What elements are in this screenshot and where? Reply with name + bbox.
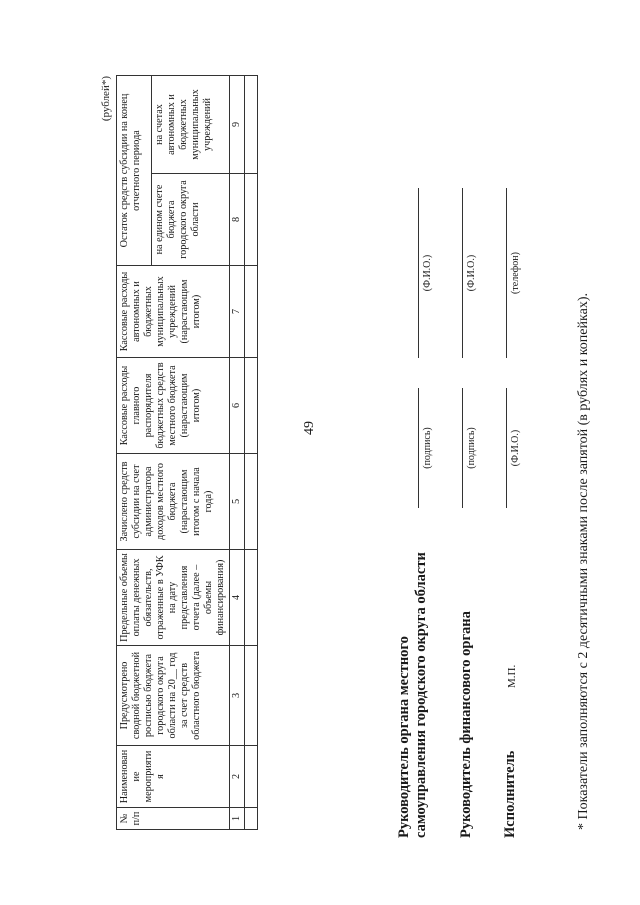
- table-cell[interactable]: [245, 174, 258, 266]
- column-number: 2: [230, 746, 245, 808]
- header-main-manager-expenses: Кассовые расходы главного распорядителя бюджетных средств местного бюджета (нарастающим итогом): [117, 358, 230, 454]
- page-number: 49: [302, 421, 317, 435]
- header-event-name: Наименование мероприятия: [117, 746, 230, 808]
- table-cell[interactable]: [245, 808, 258, 830]
- column-number: 6: [230, 358, 245, 454]
- header-payment-limits: Предельные объемы оплаты денежных обязательств, отраженные в УФК на дату представления отчета (далее – объемы финансирования): [117, 550, 230, 646]
- header-row-1: [117, 76, 152, 830]
- header-institution-expenses: Кассовые расходы автономных и бюджетных муниципальных учреждений (нарастающим итогом): [117, 266, 230, 358]
- table-cell[interactable]: [245, 358, 258, 454]
- executor-phone-line[interactable]: [506, 188, 507, 358]
- header-subsidy-credited: Зачислено средств субсидии на счет администратора доходов местного бюджета (нарастающим итогом с начала года): [117, 454, 230, 550]
- table-row: [245, 76, 258, 830]
- table-cell[interactable]: [245, 266, 258, 358]
- executor-name-line[interactable]: [506, 388, 507, 508]
- head-finance-label: Руководитель финансового органа: [458, 611, 474, 838]
- table-cell[interactable]: [245, 550, 258, 646]
- signature-caption: (подпись): [466, 427, 477, 469]
- unit-label: (рублей*): [100, 76, 112, 122]
- head-local-label-line2: самоуправления городского округа области: [413, 552, 430, 838]
- head-local-signature-line[interactable]: [418, 388, 419, 508]
- head-finance-signature-line[interactable]: [462, 388, 463, 508]
- column-number: 3: [230, 646, 245, 746]
- table-cell[interactable]: [245, 454, 258, 550]
- table-cell[interactable]: [245, 646, 258, 746]
- name-caption: (Ф.И.О.): [422, 254, 433, 292]
- column-number: 7: [230, 266, 245, 358]
- executor-label: Исполнитель: [502, 750, 518, 838]
- rotated-page-content: [100, 68, 610, 838]
- table-cell[interactable]: [245, 746, 258, 808]
- column-number: 4: [230, 550, 245, 646]
- head-local-name-line[interactable]: [418, 188, 419, 358]
- head-local-label-line1: Руководитель органа местного: [396, 636, 412, 838]
- column-number: 8: [230, 174, 245, 266]
- subsidy-report-table: [116, 75, 258, 830]
- head-finance-name-line[interactable]: [462, 188, 463, 358]
- stamp-label: М.П.: [506, 664, 518, 688]
- header-balance-single-account: на едином счете бюджета городского округа области: [151, 174, 229, 266]
- name-caption: (Ф.И.О.): [466, 254, 477, 292]
- head-local-government-label: [396, 552, 431, 838]
- header-subsidy-balance: Остаток средств субсидии на конец отчетного периода: [117, 76, 152, 266]
- column-number: 1: [230, 808, 245, 830]
- column-number: 5: [230, 454, 245, 550]
- phone-caption: (телефон): [510, 252, 521, 294]
- signature-caption: (подпись): [422, 427, 433, 469]
- table-cell[interactable]: [245, 76, 258, 174]
- header-balance-institution-accounts: на счетах автономных и бюджетных муниципальных учреждений: [151, 76, 229, 174]
- column-number: 9: [230, 76, 245, 174]
- header-budget-planned: Предусмотрено сводной бюджетной росписью бюджета городского округа области на 20__ год за счет средств областного бюджета: [117, 646, 230, 746]
- footnote: * Показатели заполняются с 2 десятичными знаками после запятой (в рублях и копейках).: [576, 293, 591, 830]
- column-numbers-row: [230, 76, 245, 830]
- header-number: № п/п: [117, 808, 230, 830]
- name-caption: (Ф.И.О.): [510, 429, 521, 467]
